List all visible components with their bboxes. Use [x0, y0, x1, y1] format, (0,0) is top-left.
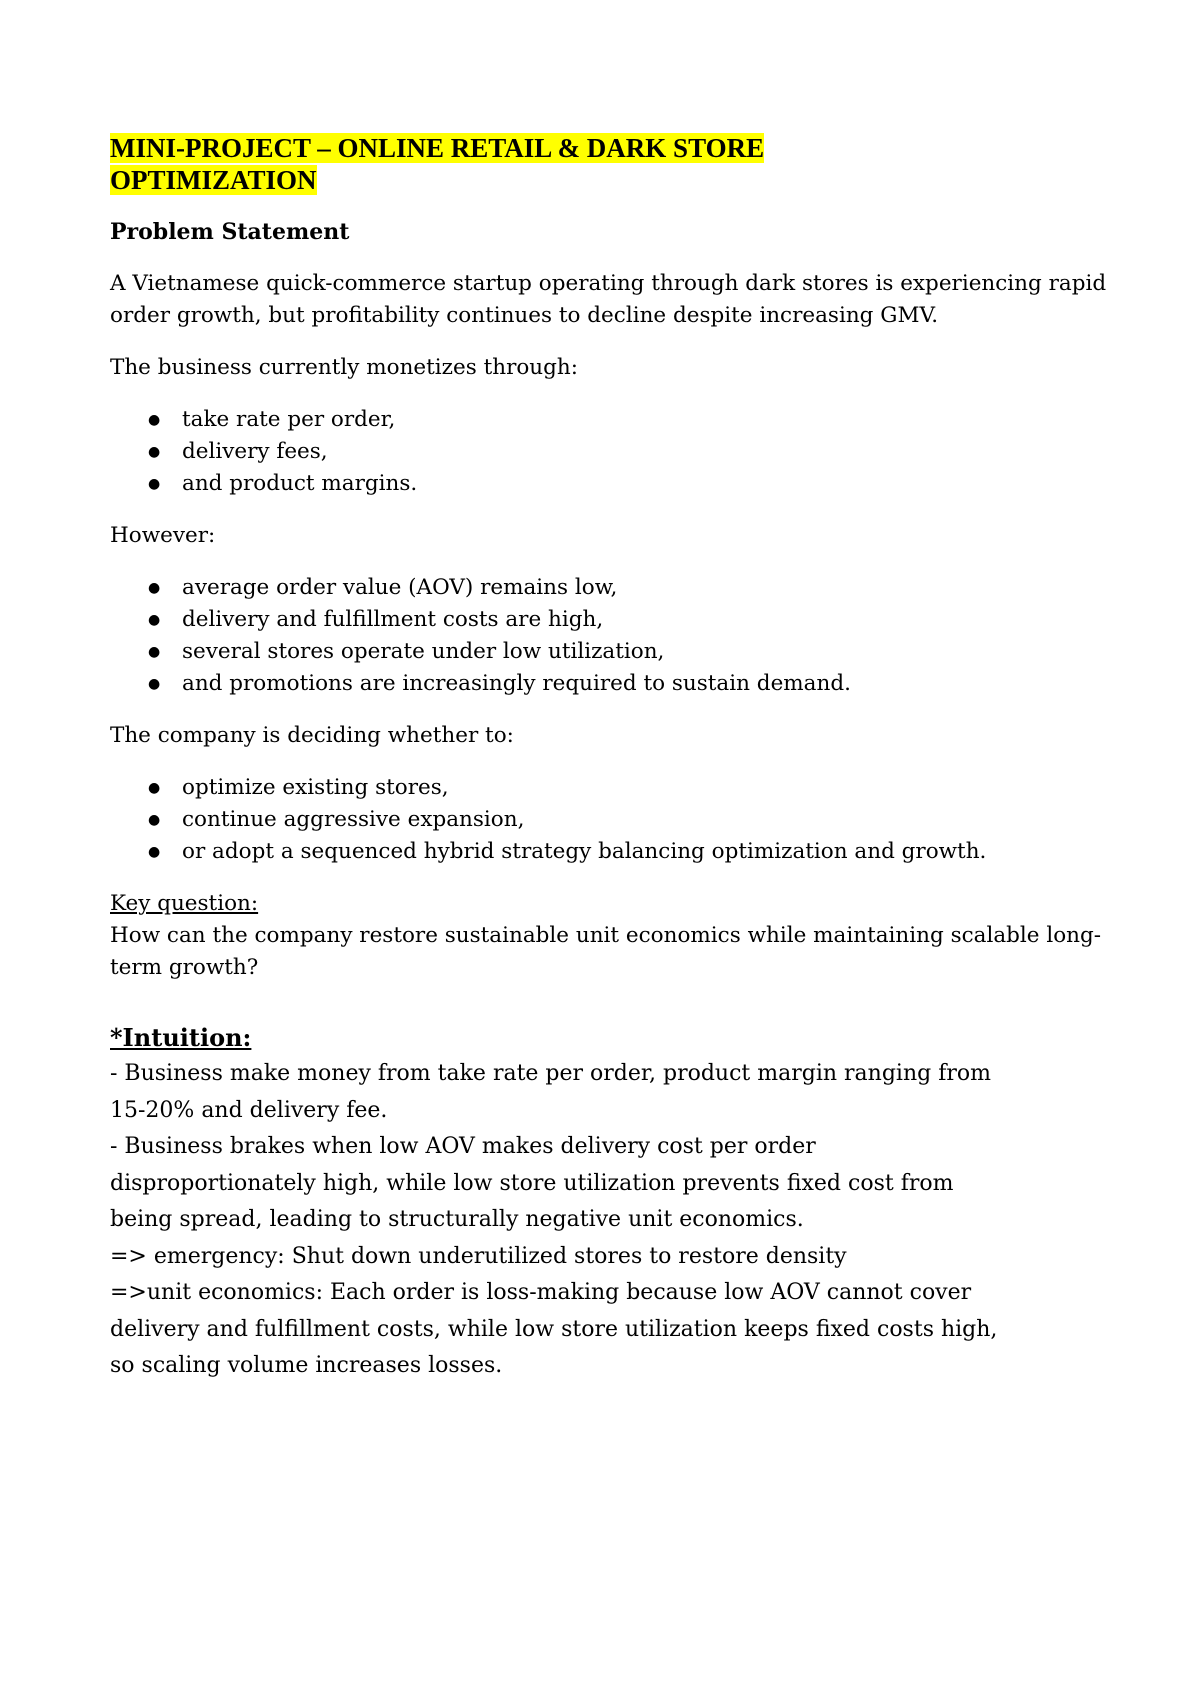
bullet-icon: ● [148, 844, 161, 860]
intro-paragraph: A Vietnamese quick-commerce startup operating through dark stores is experiencing rapid order growth, but profitability continues to decline despite increasing GMV. [110, 271, 1107, 328]
intuition-section [110, 1020, 1110, 1385]
bullet-icon: ● [148, 444, 161, 460]
list-item: ● take rate per order, [110, 404, 1110, 436]
bullet-icon: ● [148, 644, 161, 660]
title-line-2: OPTIMIZATION [110, 165, 317, 195]
however-list [110, 572, 1110, 700]
intuition-line: disproportionately high, while low store utilization prevents fixed cost from [110, 1170, 954, 1196]
list-item: ● average order value (AOV) remains low, [110, 572, 1110, 604]
spacer [110, 984, 1110, 1020]
list-item: ● or adopt a sequenced hybrid strategy balancing optimization and growth. [110, 836, 1110, 868]
deciding-lead: The company is deciding whether to: [110, 723, 514, 748]
list-item: ● delivery and fulfillment costs are high, [110, 604, 1110, 636]
list-item: ● delivery fees, [110, 436, 1110, 468]
bullet-icon: ● [148, 612, 161, 628]
key-question-text: How can the company restore sustainable unit economics while maintaining scalable long-term growth? [110, 923, 1102, 980]
problem-statement-heading: Problem Statement [110, 219, 350, 245]
intuition-line: =>unit economics: Each order is loss-making because low AOV cannot cover [110, 1280, 972, 1305]
intuition-line: 15-20% and delivery fee. [110, 1097, 388, 1123]
intuition-line: - Business brakes when low AOV makes delivery cost per order [110, 1134, 816, 1159]
key-question-block [110, 888, 1110, 984]
monetize-list [110, 404, 1110, 500]
intuition-line: being spread, leading to structurally negative unit economics. [110, 1207, 804, 1232]
list-item: ● and product margins. [110, 468, 1110, 500]
intuition-line: delivery and fulfillment costs, while low store utilization keeps fixed costs high, [110, 1316, 998, 1342]
intuition-heading: *Intuition: [110, 1023, 252, 1052]
bullet-icon: ● [148, 412, 161, 428]
key-question-label: Key question: [110, 891, 259, 916]
however-lead: However: [110, 523, 216, 548]
bullet-icon: ● [148, 676, 161, 692]
document-title [110, 132, 1110, 196]
intuition-line: - Business make money from take rate per order, product margin ranging from [110, 1061, 991, 1086]
bullet-icon: ● [148, 780, 161, 796]
list-item: ● and promotions are increasingly required to sustain demand. [110, 668, 1110, 700]
document-page [110, 132, 1110, 1385]
deciding-list [110, 772, 1110, 868]
monetize-lead: The business currently monetizes through: [110, 355, 578, 380]
list-item: ● continue aggressive expansion, [110, 804, 1110, 836]
intuition-line: => emergency: Shut down underutilized stores to restore density [110, 1243, 847, 1269]
list-item: ● optimize existing stores, [110, 772, 1110, 804]
title-line-1: MINI-PROJECT – ONLINE RETAIL & DARK STORE [110, 133, 765, 163]
intuition-line: so scaling volume increases losses. [110, 1353, 503, 1378]
list-item: ● several stores operate under low utilization, [110, 636, 1110, 668]
bullet-icon: ● [148, 812, 161, 828]
bullet-icon: ● [148, 476, 161, 492]
bullet-icon: ● [148, 580, 161, 596]
